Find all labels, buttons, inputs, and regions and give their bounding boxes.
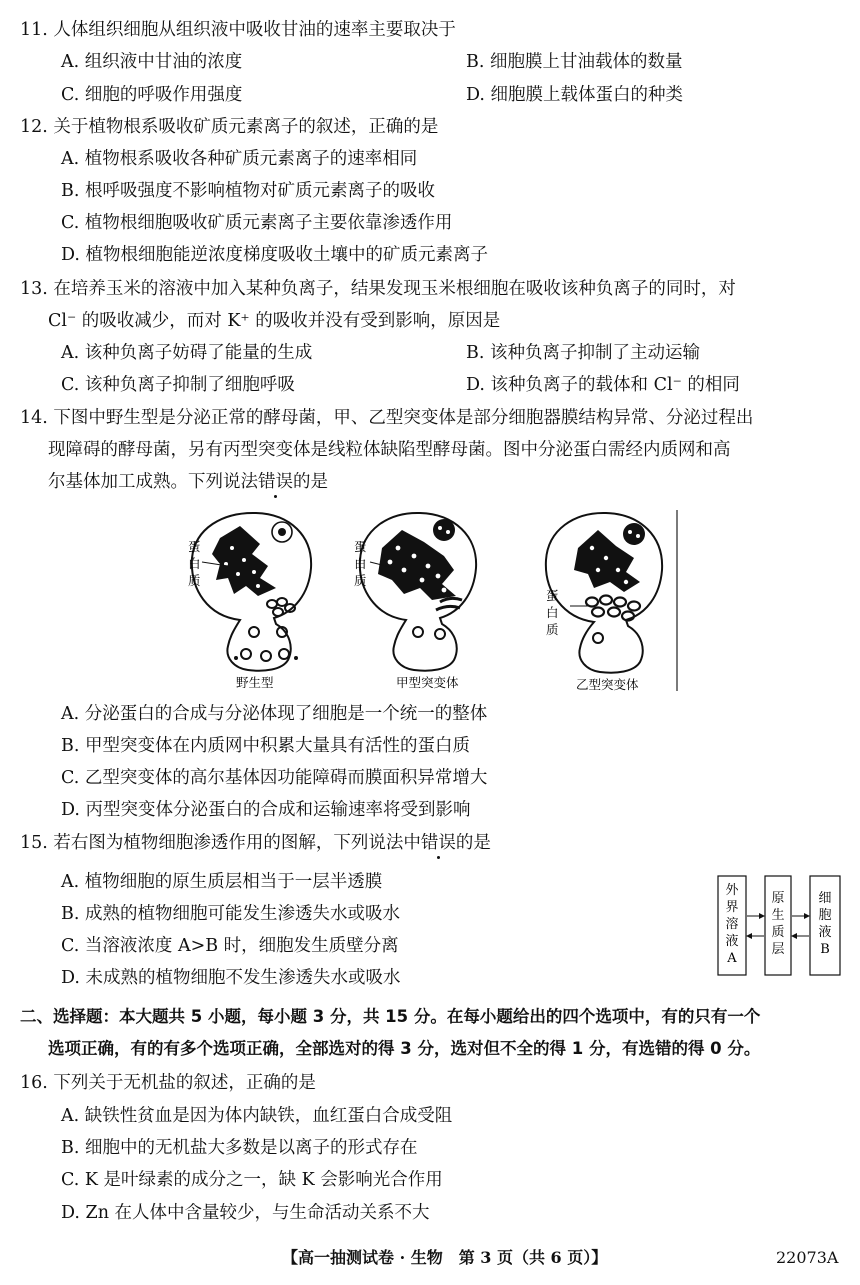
box-b-char-1: 细 bbox=[818, 891, 832, 906]
q15-option-c: C. 当溶液浓度 A>B 时，细胞发生质壁分离 bbox=[61, 936, 399, 956]
box-a-char-5: A bbox=[727, 951, 737, 966]
q13-option-a: A. 该种负离子妨碍了能量的生成 bbox=[61, 343, 313, 363]
yeast-secretion-figure bbox=[178, 508, 678, 693]
q15-option-d: D. 未成熟的植物细胞不发生渗透失水或吸水 bbox=[61, 968, 401, 988]
q15-stem-post: 的是 bbox=[455, 833, 491, 853]
box-mid-char-2: 生 bbox=[771, 908, 785, 923]
q16-option-c: C. K 是叶绿素的成分之一，缺 K 会影响光合作用 bbox=[61, 1170, 443, 1190]
box-b-char-2: 胞 bbox=[818, 908, 832, 923]
section2-heading-line1: 二、选择题：本大题共 5 小题，每小题 3 分，共 15 分。在每小题给出的四个选项中，有的只有一个 bbox=[20, 1007, 761, 1026]
q14-stem-line2: 现障碍的酵母菌，另有丙型突变体是线粒体缺陷型酵母菌。图中分泌蛋白需经内质网和高 bbox=[48, 440, 731, 460]
q14-stem-line3 bbox=[48, 470, 328, 494]
q13-stem-line2: Cl⁻ 的吸收减少，而对 K⁺ 的吸收并没有受到影响，原因是 bbox=[48, 311, 501, 331]
q14-stem-line1: 14. 下图中野生型是分泌正常的酵母菌，甲、乙型突变体是部分细胞器膜结构异常、分泌过程出 bbox=[20, 408, 754, 428]
mutant-a-cell bbox=[360, 513, 476, 671]
q13-option-d: D. 该种负离子的载体和 Cl⁻ 的相同 bbox=[466, 375, 740, 395]
protein-label-wild-3: 质 bbox=[188, 573, 201, 588]
q13-option-b: B. 该种负离子抑制了主动运输 bbox=[466, 343, 700, 363]
q14-option-b: B. 甲型突变体在内质网中积累大量具有活性的蛋白质 bbox=[61, 736, 470, 756]
protein-label-a-3: 质 bbox=[354, 573, 367, 588]
protein-label-a-2: 白 bbox=[354, 556, 367, 571]
q15-option-b: B. 成熟的植物细胞可能发生渗透失水或吸水 bbox=[61, 904, 400, 924]
protein-label-wild-2: 白 bbox=[188, 556, 201, 571]
protein-label-b-1: 蛋 bbox=[546, 588, 559, 603]
box-mid-char-4: 层 bbox=[771, 942, 785, 957]
q15-option-a: A. 植物细胞的原生质层相当于一层半透膜 bbox=[61, 872, 383, 892]
q16-option-d: D. Zn 在人体中含量较少，与生命活动关系不大 bbox=[61, 1203, 430, 1223]
q16-stem: 16. 下列关于无机盐的叙述，正确的是 bbox=[20, 1073, 316, 1093]
box-a-char-1: 外 bbox=[725, 883, 739, 898]
q12-option-a: A. 植物根系吸收各种矿质元素离子的速率相同 bbox=[61, 149, 418, 169]
section2-heading-line2: 选项正确，有的有多个选项正确，全部选对的得 3 分，选对但不全的得 1 分，有选错的得 0 分。 bbox=[48, 1039, 761, 1058]
q12-stem: 12. 关于植物根系吸收矿质元素离子的叙述，正确的是 bbox=[20, 117, 439, 137]
box-mid-char-1: 原 bbox=[771, 891, 785, 906]
wild-type-cell bbox=[192, 513, 311, 671]
mutant-b-cell bbox=[546, 513, 662, 673]
box-a-char-3: 溶 bbox=[725, 917, 739, 932]
q13-stem-line1: 13. 在培养玉米的溶液中加入某种负离子，结果发现玉米根细胞在吸收该种负离子的同时，对 bbox=[20, 279, 736, 299]
q11-option-d: D. 细胞膜上载体蛋白的种类 bbox=[466, 85, 684, 105]
q15-emphasis-word: 错误 bbox=[420, 833, 456, 853]
q12-option-b: B. 根呼吸强度不影响植物对矿质元素离子的吸收 bbox=[61, 181, 435, 201]
page-footer-code: 22073A bbox=[776, 1248, 839, 1267]
box-a-char-4: 液 bbox=[725, 934, 739, 949]
page-footer-title: 【高一抽测试卷 · 生物 第 3 页（共 6 页）】 bbox=[282, 1248, 608, 1267]
q14-option-d: D. 丙型突变体分泌蛋白的合成和运输速率将受到影响 bbox=[61, 800, 471, 820]
box-mid-char-3: 质 bbox=[771, 925, 785, 940]
q14-stem-post: 的是 bbox=[293, 472, 328, 492]
q11-option-b: B. 细胞膜上甘油载体的数量 bbox=[466, 52, 683, 72]
q12-option-d: D. 植物根细胞能逆浓度梯度吸收土壤中的矿质元素离子 bbox=[61, 245, 489, 265]
protein-label-a-1: 蛋 bbox=[354, 539, 367, 554]
q16-option-b: B. 细胞中的无机盐大多数是以离子的形式存在 bbox=[61, 1138, 418, 1158]
box-b-char-4: B bbox=[820, 942, 830, 957]
protein-label-wild-1: 蛋 bbox=[188, 539, 201, 554]
q12-option-c: C. 植物根细胞吸收矿质元素离子主要依靠渗透作用 bbox=[61, 213, 453, 233]
caption-mutant-a: 甲型突变体 bbox=[396, 675, 459, 690]
q11-option-c: C. 细胞的呼吸作用强度 bbox=[61, 85, 243, 105]
box-a-char-2: 界 bbox=[725, 900, 739, 915]
q14-stem-pre: 尔基体加工成熟。下列说法 bbox=[48, 472, 258, 492]
caption-wild-type: 野生型 bbox=[236, 675, 274, 690]
q15-stem-pre: 15. 若右图为植物细胞渗透作用的图解，下列说法中 bbox=[20, 833, 421, 853]
protein-label-b-2: 白 bbox=[546, 605, 559, 620]
q14-option-c: C. 乙型突变体的高尔基体因功能障碍而膜面积异常增大 bbox=[61, 768, 488, 788]
q14-emphasis-word: 错误 bbox=[258, 472, 293, 492]
q14-option-a: A. 分泌蛋白的合成与分泌体现了细胞是一个统一的整体 bbox=[61, 704, 488, 724]
q11-option-a: A. 组织液中甘油的浓度 bbox=[61, 52, 243, 72]
box-b-char-3: 液 bbox=[818, 925, 832, 940]
q16-option-a: A. 缺铁性贫血是因为体内缺铁，血红蛋白合成受阻 bbox=[61, 1106, 453, 1126]
q13-option-c: C. 该种负离子抑制了细胞呼吸 bbox=[61, 375, 295, 395]
q11-stem: 11. 人体组织细胞从组织液中吸收甘油的速率主要取决于 bbox=[20, 20, 456, 40]
caption-mutant-b: 乙型突变体 bbox=[576, 677, 639, 692]
osmosis-diagram bbox=[716, 874, 844, 978]
protein-label-b-3: 质 bbox=[546, 622, 559, 637]
q15-stem bbox=[20, 831, 491, 855]
